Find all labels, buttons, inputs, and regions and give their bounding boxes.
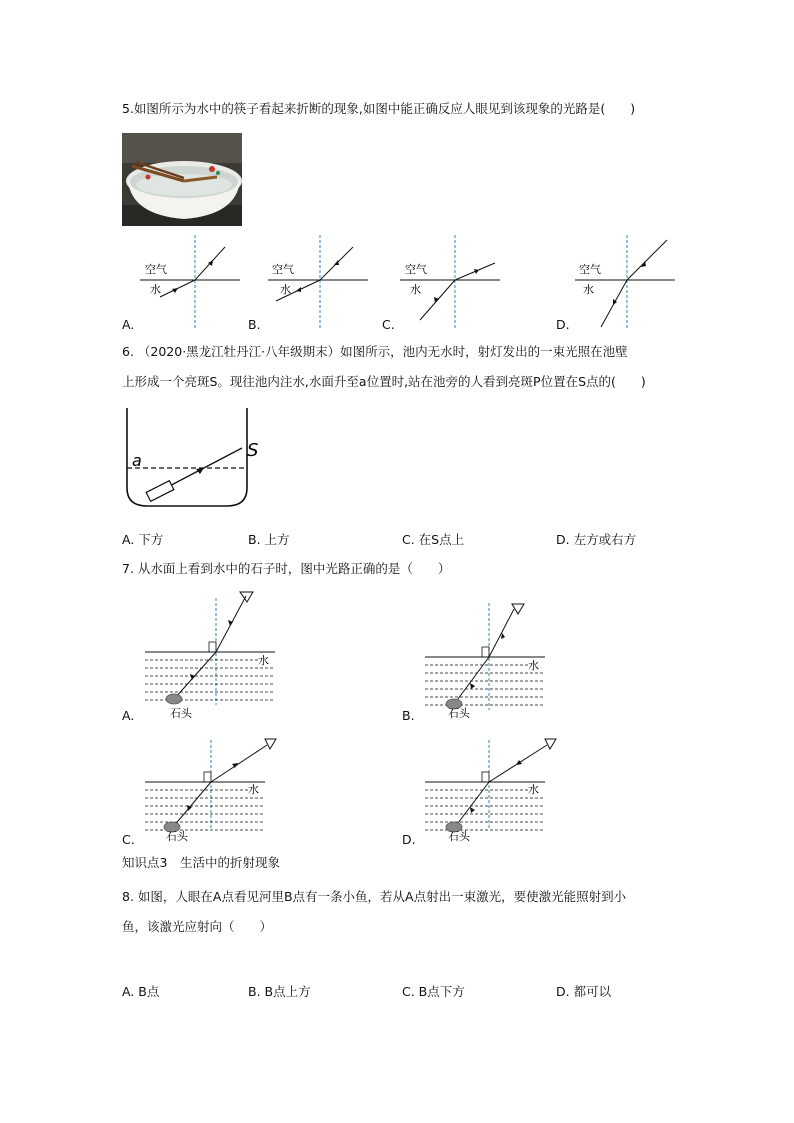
q6-s-label: S: [247, 440, 259, 461]
q7-option-b: B.: [402, 708, 415, 723]
q8-option-d: D. 都可以: [556, 984, 612, 999]
q7a-water-label: 水: [258, 654, 269, 667]
q7b-stone-label: 石头: [448, 707, 470, 720]
q6-option-b: B. 上方: [248, 532, 290, 547]
q6-stem-line1: 6. （2020·黑龙江牡丹江·八年级期末）如图所示，池内无水时，射灯发出的一束光照在池壁: [122, 344, 628, 359]
q7d-water-label: 水: [528, 783, 539, 796]
q8-stem-line1: 8. 如图，人眼在A点看见河里B点有一条小鱼，若从A点射出一束激光，要使激光能照射到小: [122, 889, 627, 904]
section-heading: 知识点3 生活中的折射现象: [122, 855, 280, 870]
q7d-stone-label: 石头: [448, 830, 470, 843]
q8-option-c: C. B点下方: [402, 984, 465, 999]
q5b-water-label: 水: [280, 283, 291, 296]
q5-diagram-d: [575, 235, 675, 330]
q7c-stone-label: 石头: [166, 830, 188, 843]
q7-option-d: D.: [402, 832, 416, 847]
q5-diagram-c: [400, 235, 500, 330]
q5-diagram-b: [268, 235, 368, 330]
q5a-air-label: 空气: [145, 263, 167, 276]
q6-option-d: D. 左方或右方: [556, 532, 637, 547]
q6-stem-line2: 上形成一个亮斑S。现往池内注水,水面升至a位置时,站在池旁的人看到亮斑P位置在S点的( ): [122, 374, 646, 389]
q5-option-a: A.: [122, 317, 135, 332]
q5a-water-label: 水: [150, 283, 161, 296]
q5-option-b: B.: [248, 317, 261, 332]
q7-diagram-a: [140, 590, 280, 720]
q7-diagram-c: [140, 735, 280, 845]
q7-diagram-d: [420, 735, 560, 845]
q8-option-b: B. B点上方: [248, 984, 311, 999]
q5-diagram-a: [140, 235, 240, 330]
q5-option-c: C.: [382, 317, 395, 332]
q5c-air-label: 空气: [405, 263, 427, 276]
q5-stem: 5.如图所示为水中的筷子看起来折断的现象,如图中能正确反应人眼见到该现象的光路是( ): [122, 101, 636, 116]
q7c-water-label: 水: [248, 783, 259, 796]
q7-option-a: A.: [122, 708, 135, 723]
q7-diagram-b: [420, 595, 560, 725]
q6-option-a: A. 下方: [122, 532, 164, 547]
q8-option-a: A. B点: [122, 984, 160, 999]
q5d-air-label: 空气: [579, 263, 601, 276]
q8-stem-line2: 鱼，该激光应射向（ ）: [122, 919, 273, 934]
q6-option-c: C. 在S点上: [402, 532, 465, 547]
q7-stem: 7. 从水面上看到水中的石子时，图中光路正确的是（ ）: [122, 561, 451, 576]
q5-option-d: D.: [556, 317, 570, 332]
q7b-water-label: 水: [528, 659, 539, 672]
q5b-air-label: 空气: [272, 263, 294, 276]
q7a-stone-label: 石头: [170, 707, 192, 720]
q7-option-c: C.: [122, 832, 135, 847]
q5c-water-label: 水: [410, 283, 421, 296]
q5d-water-label: 水: [583, 283, 594, 296]
chopsticks-in-bowl-photo: [122, 133, 242, 226]
q6-a-label: a: [132, 451, 142, 470]
q6-pool-diagram: [122, 408, 272, 508]
